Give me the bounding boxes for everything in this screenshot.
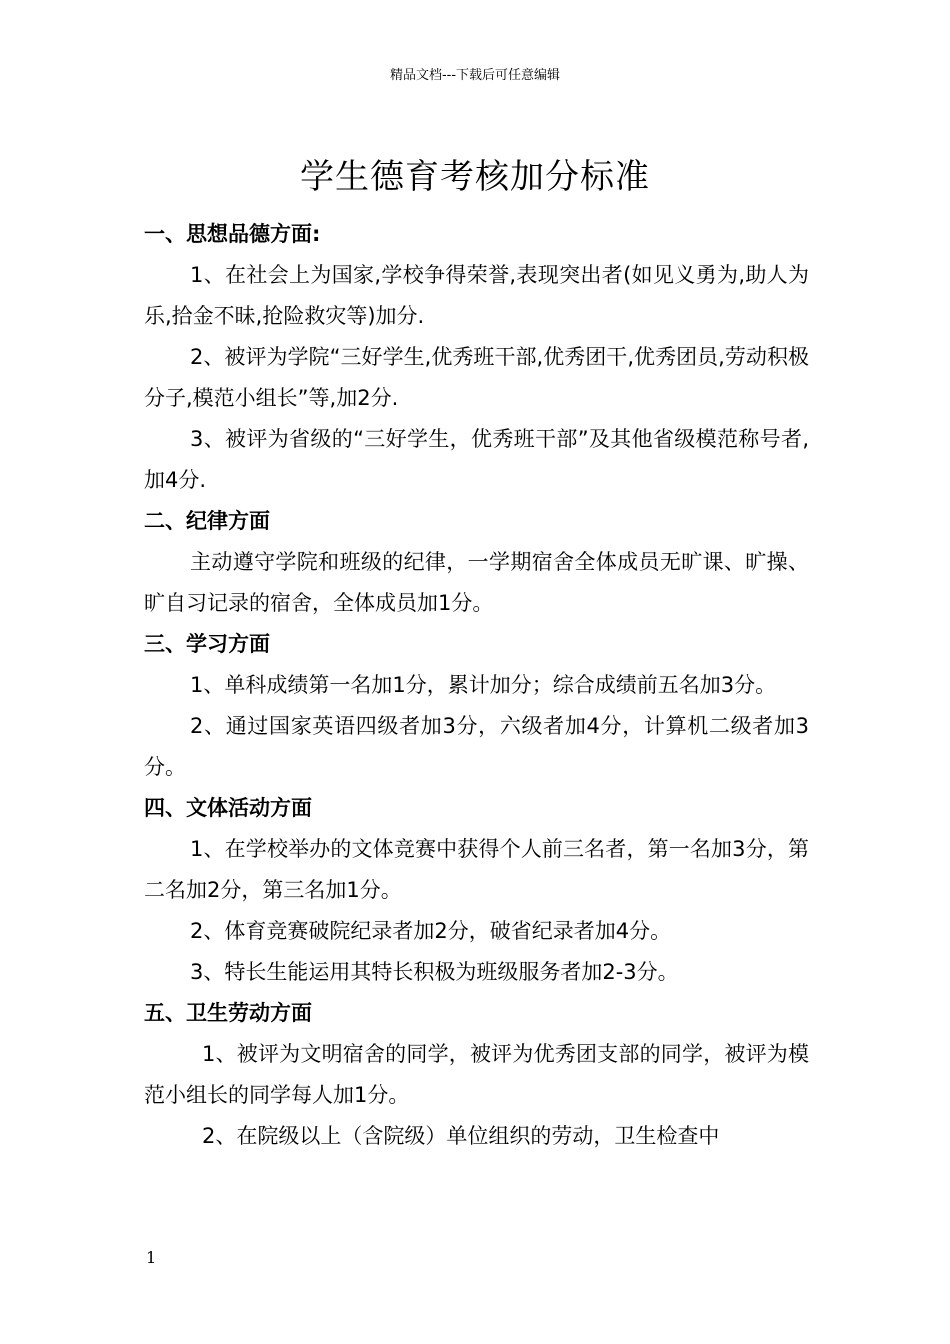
section-heading-sports-arts: 四、文体活动方面 bbox=[144, 796, 312, 820]
moral-item-3: 3、被评为省级的“三好学生，优秀班干部”及其他省级模范称号者,加4分. bbox=[144, 427, 809, 492]
section-heading-discipline: 二、纪律方面 bbox=[144, 509, 270, 533]
document-body bbox=[144, 214, 809, 1157]
header-note: 精品文档---下载后可任意编辑 bbox=[389, 68, 561, 83]
section-heading-study: 三、学习方面 bbox=[144, 632, 270, 656]
moral-item-1: 1、在社会上为国家,学校争得荣誉,表现突出者(如见义勇为,助人为乐,拾金不昧,抢险救灾等)加分. bbox=[144, 263, 809, 328]
section-heading-hygiene-labor: 五、卫生劳动方面 bbox=[144, 1001, 312, 1025]
hygiene-labor-item-1: 1、被评为文明宿舍的同学，被评为优秀团支部的同学，被评为模范小组长的同学每人加1分。 bbox=[144, 1042, 809, 1107]
moral-item-2: 2、被评为学院“三好学生,优秀班干部,优秀团干,优秀团员,劳动积极分子,模范小组长”等,加2分. bbox=[144, 345, 809, 410]
discipline-item-1: 主动遵守学院和班级的纪律，一学期宿舍全体成员无旷课、旷操、旷自习记录的宿舍，全体成员加1分。 bbox=[144, 550, 809, 615]
sports-arts-item-1: 1、在学校举办的文体竞赛中获得个人前三名者，第一名加3分，第二名加2分，第三名加1分。 bbox=[144, 837, 809, 902]
section-heading-moral: 一、思想品德方面: bbox=[144, 222, 321, 246]
sports-arts-item-2: 2、体育竞赛破院纪录者加2分，破省纪录者加4分。 bbox=[190, 919, 672, 943]
study-item-1: 1、单科成绩第一名加1分，累计加分；综合成绩前五名加3分。 bbox=[190, 673, 777, 697]
hygiene-labor-item-2: 2、在院级以上（含院级）单位组织的劳动，卫生检查中 bbox=[202, 1124, 720, 1148]
sports-arts-item-3: 3、特长生能运用其特长积极为班级服务者加2-3分。 bbox=[190, 960, 679, 984]
study-item-2: 2、通过国家英语四级者加3分，六级者加4分，计算机二级者加3分。 bbox=[144, 714, 809, 779]
document-title: 学生德育考核加分标准 bbox=[300, 156, 650, 197]
page-number: 1 bbox=[146, 1248, 157, 1267]
